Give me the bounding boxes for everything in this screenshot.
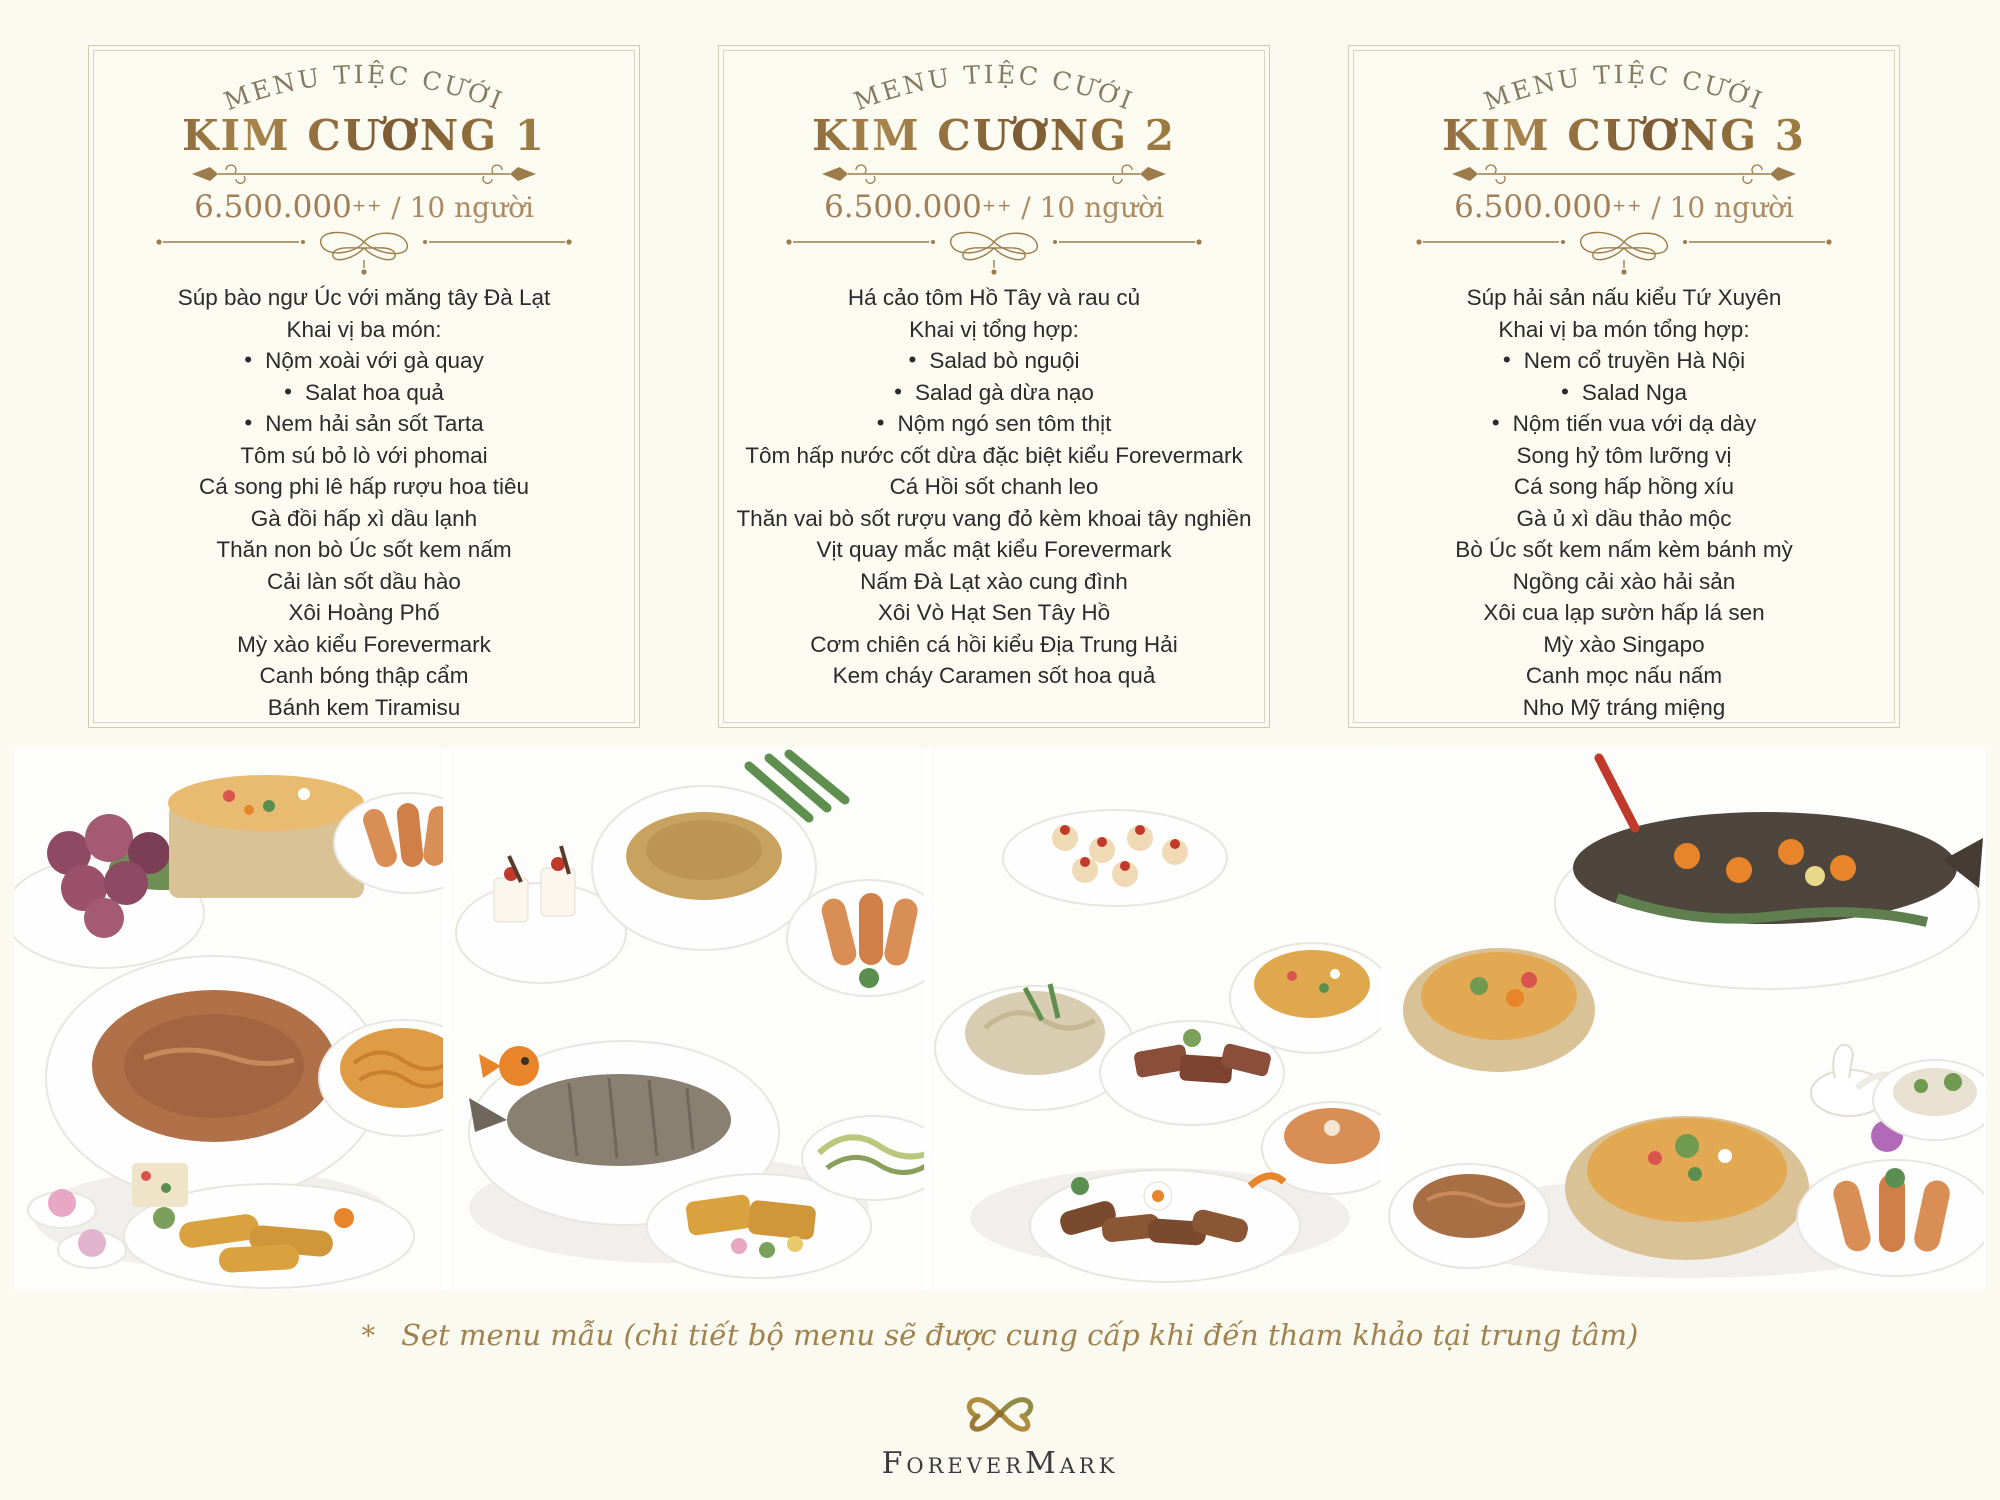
bullet-icon: • [908,347,917,372]
dish-name: Gà ủ xì dầu thảo mộc [1516,505,1732,531]
dish-name: Mỳ xào Singapo [1543,631,1705,657]
bullet-icon: • [876,410,885,435]
menu-eyebrow-arc [764,54,1224,116]
dish-item [95,440,633,472]
menu-title: KIM CƯƠNG 2 [719,116,1269,160]
forevermark-monogram-icon [957,1382,1043,1442]
price-plus-plus: ++ [351,196,383,216]
brand-block [0,1382,2000,1481]
dish-name: Bò Úc sốt kem nấm kèm bánh mỳ [1455,537,1793,562]
price-plus-plus: ++ [981,196,1013,216]
dish-item [725,566,1263,598]
dish-item [1355,660,1893,692]
dish-name: Cơm chiên cá hồi kiểu Địa Trung Hải [810,631,1178,657]
dish-name: Nộm tiến vua với dạ dày [1512,411,1757,436]
svg-text:MENU TIỆC CƯỚI: MENU TIỆC CƯỚI [850,59,1139,116]
menu-eyebrow-arc [134,54,594,116]
dish-item [725,503,1263,535]
dish-name: Canh mọc nấu nấm [1525,663,1723,688]
svg-text:MENU TIỆC CƯỚI: MENU TIỆC CƯỚI [1480,59,1769,116]
banquet-photo-2 [449,748,924,1290]
dish-item [725,471,1263,503]
price-per-persons: / 10 người [1012,191,1164,224]
dish-item [725,660,1263,692]
dish-name: Nộm xoài với gà quay [265,348,484,373]
dish-item [725,377,1263,409]
bullet-icon: • [284,378,292,404]
price-amount: 6.500.000 [194,189,352,225]
dish-name: Canh bóng thập cẩm [259,663,469,688]
footnote-asterisk: * [361,1321,376,1352]
dish-name: Nem hải sản sốt Tarta [265,411,484,436]
dish-name: Xôi Vò Hạt Sen Tây Hồ [877,600,1111,625]
menu-panel [88,45,640,728]
dish-item [1355,314,1893,346]
dish-item [725,408,1263,440]
dish-name: Song hỷ tôm lưỡng vị [1516,442,1732,468]
flourish-ornament-icon [149,226,579,278]
dish-item [1355,597,1893,629]
dish-item [725,597,1263,629]
dish-item [1355,345,1893,377]
dish-name: Mỳ xào kiểu Forevermark [237,631,491,657]
menu-title: KIM CƯƠNG 1 [89,116,639,160]
svg-text:MENU TIỆC CƯỚI: MENU TIỆC CƯỚI [220,59,509,116]
dish-item [1355,408,1893,440]
dish-name: Cải làn sốt dầu hào [267,568,461,594]
divider-ornament-icon [184,162,544,186]
menu-panel [1348,45,1900,728]
bullet-icon: • [894,378,902,404]
bullet-icon: • [1491,410,1500,435]
footnote [0,1318,2000,1352]
banquet-photo-3 [930,748,1381,1290]
dish-item [95,534,633,566]
dish-item [95,660,633,692]
bullet-icon: • [1561,378,1569,404]
flourish-ornament-icon [1409,226,1839,278]
dish-name: Gà đồi hấp xì dầu lạnh [250,505,478,531]
divider-ornament-icon [1444,162,1804,186]
dish-item [1355,566,1893,598]
dish-item [1355,629,1893,661]
menu-price [719,188,1269,224]
dish-item [95,377,633,409]
dish-name: Súp hải sản nấu kiểu Tứ Xuyên [1466,285,1782,310]
dish-name: Súp bào ngư Úc với măng tây Đà Lạt [177,285,551,310]
dish-name: Nho Mỹ tráng miệng [1522,694,1726,720]
dish-name: Cá Hồi sốt chanh leo [889,474,1099,499]
dish-list [89,282,639,723]
menu-panels [88,45,1900,728]
dish-name: Xôi Hoàng Phố [288,600,440,625]
dish-name: Salad gà dừa nạo [914,379,1094,405]
dish-name: Thăn non bò Úc sốt kem nấm [216,537,512,562]
dish-item [1355,534,1893,566]
dish-item [725,534,1263,566]
dish-list [719,282,1269,692]
footnote-text: Set menu mẫu (chi tiết bộ menu sẽ được cung cấp khi đến tham khảo tại trung tâm) [401,1318,1639,1352]
dish-item [95,692,633,724]
dish-name: Tôm sú bỏ lò với phomai [240,442,488,468]
dish-item [95,629,633,661]
dish-name: Khai vị ba món tổng hợp: [1498,316,1750,342]
menu-title: KIM CƯƠNG 3 [1349,116,1899,160]
dish-item [1355,692,1893,724]
dish-name: Tôm hấp nước cốt dừa đặc biệt kiểu Forevermark [745,442,1243,468]
dish-name: Ngồng cải xào hải sản [1512,568,1736,594]
dish-name: Khai vị ba món: [286,316,442,342]
dish-name: Salat hoa quả [305,379,444,405]
dish-item [95,471,633,503]
price-amount: 6.500.000 [1454,189,1612,225]
banquet-photo-1 [14,748,443,1290]
dish-name: Khai vị tổng hợp: [909,316,1079,342]
dish-item [95,314,633,346]
dish-item [1355,503,1893,535]
brand-name: ForeverMark [881,1446,1119,1481]
dish-item [725,314,1263,346]
menu-panel [718,45,1270,728]
dish-name: Xôi cua lạp sườn hấp lá sen [1483,600,1765,625]
dish-name: Salad bò nguội [929,348,1080,373]
dish-item [725,282,1263,314]
dish-item [725,345,1263,377]
dish-name: Há cảo tôm Hồ Tây và rau củ [847,285,1141,310]
menu-eyebrow-arc [1394,54,1854,116]
dish-name: Nem cổ truyền Hà Nội [1523,348,1746,373]
dish-item [95,408,633,440]
dish-item [1355,282,1893,314]
dish-item [1355,471,1893,503]
dish-name: Cá song phi lê hấp rượu hoa tiêu [198,474,530,499]
divider-ornament-icon [814,162,1174,186]
dish-item [95,282,633,314]
dish-item [95,566,633,598]
dish-name: Thăn vai bò sốt rượu vang đỏ kèm khoai tây nghiền [736,505,1252,531]
price-per-persons: / 10 người [1642,191,1794,224]
dish-name: Kem cháy Caramen sốt hoa quả [832,663,1156,688]
menu-price [89,188,639,224]
bullet-icon: • [1502,347,1511,372]
menu-price [1349,188,1899,224]
photo-strip [14,748,1985,1290]
dish-list [1349,282,1899,723]
bullet-icon: • [244,347,253,372]
dish-item [95,503,633,535]
dish-item [1355,377,1893,409]
dish-name: Salad Nga [1581,379,1687,405]
dish-item [95,345,633,377]
dish-name: Nấm Đà Lạt xào cung đình [860,568,1128,594]
flourish-ornament-icon [779,226,1209,278]
dish-item [1355,440,1893,472]
dish-item [725,440,1263,472]
banquet-photo-4 [1387,748,1984,1290]
price-plus-plus: ++ [1611,196,1643,216]
dish-item [95,597,633,629]
price-per-persons: / 10 người [382,191,534,224]
dish-name: Cá song hấp hồng xíu [1513,474,1735,499]
dish-name: Bánh kem Tiramisu [267,694,461,720]
dish-name: Vịt quay mắc mật kiểu Forevermark [816,537,1172,562]
dish-name: Nộm ngó sen tôm thịt [897,411,1112,436]
price-amount: 6.500.000 [824,189,982,225]
dish-item [725,629,1263,661]
bullet-icon: • [244,410,253,435]
